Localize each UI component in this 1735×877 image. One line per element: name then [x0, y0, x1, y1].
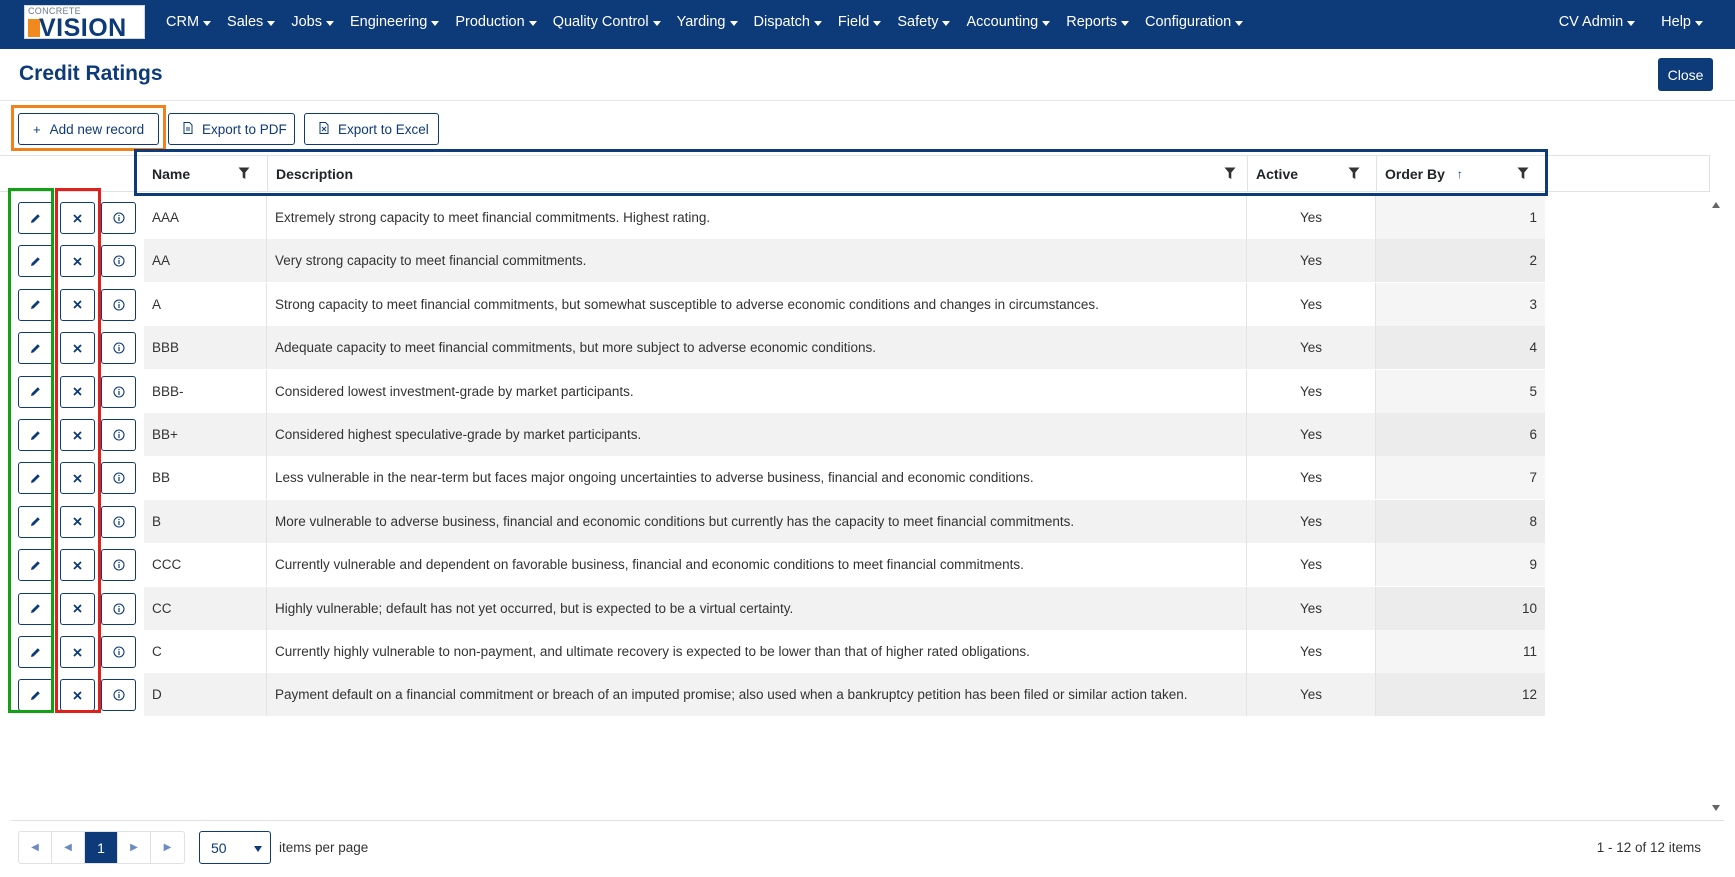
chevron-down-icon — [326, 21, 334, 26]
row-cells — [144, 587, 1545, 630]
row-cells — [144, 413, 1545, 456]
row-cells — [144, 500, 1545, 543]
grid-right-border — [1709, 155, 1710, 192]
description-cell: Adequate capacity to meet financial commitments, but more subject to adverse economic conditions. — [267, 326, 1247, 369]
close-icon — [73, 604, 82, 613]
info-row-button[interactable] — [101, 419, 136, 451]
info-icon — [113, 429, 125, 441]
excel-file-icon — [319, 122, 329, 137]
previous-page-button[interactable] — [52, 832, 85, 863]
close-icon — [73, 431, 82, 440]
info-icon — [113, 299, 125, 311]
description-cell: Considered highest speculative-grade by market participants. — [267, 413, 1247, 456]
pencil-icon — [30, 603, 41, 614]
nav-item-accounting[interactable] — [966, 14, 1050, 30]
chevron-down-icon — [942, 21, 950, 26]
close-icon — [73, 561, 82, 570]
name-cell: BBB- — [144, 370, 267, 413]
next-page-button[interactable] — [118, 832, 151, 863]
description-cell: More vulnerable to adverse business, financial and economic conditions but currently has the capacity to meet financial commitments. — [267, 500, 1247, 543]
info-icon — [113, 646, 125, 658]
nav-item-sales[interactable] — [227, 14, 275, 30]
chevron-down-icon — [431, 21, 439, 26]
description-cell: Payment default on a financial commitment or breach of an imputed promise; also used when a bankruptcy petition has been filed or similar action taken. — [267, 673, 1247, 716]
order-by-cell: 3 — [1376, 283, 1545, 326]
order-by-cell: 9 — [1376, 543, 1545, 586]
info-row-button[interactable] — [101, 679, 136, 711]
export-excel-label: Export to Excel — [338, 121, 429, 137]
delete-row-button[interactable] — [60, 289, 95, 321]
page-number-button[interactable]: 1 — [85, 832, 118, 863]
close-icon — [73, 214, 82, 223]
info-row-button[interactable] — [101, 462, 136, 494]
dropdown-arrow-icon — [254, 846, 262, 852]
nav-item-dispatch[interactable] — [754, 14, 822, 30]
chevron-down-icon — [730, 21, 738, 26]
description-cell: Less vulnerable in the near-term but faces major ongoing uncertainties to adverse business, financial and economic conditions. — [267, 456, 1247, 499]
user-menu-area — [1533, 0, 1703, 44]
row-cells — [144, 673, 1545, 716]
nav-item-label: Yarding — [676, 14, 726, 30]
delete-row-button[interactable] — [60, 636, 95, 668]
help-menu-label: Help — [1661, 14, 1691, 30]
help-menu[interactable] — [1661, 14, 1703, 30]
column-header-order-by-label: Order By — [1385, 165, 1445, 182]
filter-icon[interactable] — [1224, 167, 1236, 180]
first-page-icon: ◀​ — [31, 842, 39, 853]
info-icon — [113, 472, 125, 484]
next-page-icon: ▶ — [130, 842, 138, 853]
close-icon — [73, 691, 82, 700]
order-by-cell: 4 — [1376, 326, 1545, 369]
nav-item-label: Sales — [227, 14, 264, 30]
order-by-cell: 6 — [1376, 413, 1545, 456]
chevron-down-icon — [203, 21, 211, 26]
info-icon — [113, 689, 125, 701]
edit-row-button[interactable] — [18, 202, 53, 234]
edit-row-button[interactable] — [18, 462, 53, 494]
order-by-cell: 5 — [1376, 370, 1545, 413]
add-new-record-button[interactable] — [18, 113, 159, 145]
nav-item-engineering[interactable] — [350, 14, 439, 30]
pencil-icon — [30, 516, 41, 527]
edit-row-button[interactable] — [18, 289, 53, 321]
description-cell: Considered lowest investment-grade by market participants. — [267, 370, 1247, 413]
header-divider — [0, 100, 1735, 101]
close-icon — [73, 344, 82, 353]
filter-icon[interactable] — [1348, 167, 1360, 180]
table-row — [0, 543, 1545, 586]
info-row-button[interactable] — [101, 593, 136, 625]
name-cell: CCC — [144, 543, 267, 586]
nav-item-label: Reports — [1066, 14, 1117, 30]
chevron-down-icon — [653, 21, 661, 26]
chevron-down-icon — [1695, 21, 1703, 26]
sort-ascending-icon: ↑ — [1456, 166, 1463, 181]
active-cell: Yes — [1247, 370, 1376, 413]
name-cell: BB — [144, 456, 267, 499]
order-by-cell: 2 — [1376, 239, 1545, 282]
nav-item-label: CRM — [166, 14, 200, 30]
delete-row-button[interactable] — [60, 462, 95, 494]
name-cell: BB+ — [144, 413, 267, 456]
column-header-name[interactable] — [144, 156, 267, 191]
info-icon — [113, 516, 125, 528]
previous-page-icon: ◀ — [64, 842, 72, 853]
close-icon — [73, 387, 82, 396]
nav-item-configuration[interactable] — [1145, 14, 1243, 30]
chevron-down-icon — [529, 21, 537, 26]
delete-row-button[interactable] — [60, 332, 95, 364]
info-icon — [113, 212, 125, 224]
pager — [18, 831, 185, 864]
info-icon — [113, 386, 125, 398]
edit-row-button[interactable] — [18, 636, 53, 668]
export-pdf-label: Export to PDF — [202, 121, 287, 137]
nav-item-safety[interactable] — [897, 14, 950, 30]
active-cell: Yes — [1247, 283, 1376, 326]
name-cell: AAA — [144, 196, 267, 239]
delete-row-button[interactable] — [60, 549, 95, 581]
last-page-icon: ▶​ — [163, 842, 172, 853]
filter-icon[interactable] — [238, 167, 250, 180]
delete-row-button[interactable] — [60, 506, 95, 538]
close-icon — [73, 517, 82, 526]
chevron-down-icon — [1235, 21, 1243, 26]
pencil-icon — [30, 299, 41, 310]
scroll-down-arrow[interactable] — [1710, 803, 1722, 813]
delete-row-button[interactable] — [60, 202, 95, 234]
description-cell: Very strong capacity to meet financial commitments. — [267, 239, 1247, 282]
main-menu — [166, 0, 1259, 44]
add-new-record-label: Add new record — [49, 121, 145, 137]
pager-summary: 1 - 12 of 12 items — [1596, 840, 1701, 855]
column-header-order-by[interactable] — [1376, 156, 1545, 191]
nav-item-label: Safety — [897, 14, 939, 30]
nav-item-quality-control[interactable] — [553, 14, 661, 30]
edit-row-button[interactable] — [18, 549, 53, 581]
filter-icon[interactable] — [1517, 167, 1529, 180]
active-cell: Yes — [1247, 630, 1376, 673]
active-cell: Yes — [1247, 500, 1376, 543]
nav-item-label: Field — [837, 14, 870, 30]
active-cell: Yes — [1247, 587, 1376, 630]
chevron-down-icon — [1627, 21, 1635, 26]
user-menu-label: CV Admin — [1558, 14, 1624, 30]
items-per-page-label: items per page — [279, 840, 369, 855]
chevron-down-icon — [1121, 21, 1129, 26]
edit-row-button[interactable] — [18, 332, 53, 364]
row-cells — [144, 543, 1545, 586]
column-header-name-label: Name — [152, 165, 191, 182]
info-row-button[interactable] — [101, 506, 136, 538]
nav-item-field[interactable] — [838, 14, 881, 30]
order-by-cell: 10 — [1376, 587, 1545, 630]
first-page-button[interactable] — [19, 832, 52, 863]
table-row — [0, 326, 1545, 369]
logo-top-text: CONCRETE — [28, 6, 81, 16]
edit-row-button[interactable] — [18, 245, 53, 277]
order-by-cell: 11 — [1376, 630, 1545, 673]
description-cell: Highly vulnerable; default has not yet occurred, but is expected to be a virtual certainty. — [267, 587, 1247, 630]
export-pdf-button[interactable] — [168, 113, 295, 145]
name-cell: C — [144, 630, 267, 673]
pencil-icon — [30, 690, 41, 701]
row-cells — [144, 326, 1545, 369]
column-header-description[interactable] — [267, 156, 1247, 191]
export-excel-button[interactable] — [304, 113, 439, 145]
name-cell: B — [144, 500, 267, 543]
nav-item-production[interactable] — [455, 14, 536, 30]
chevron-down-icon — [873, 21, 881, 26]
nav-item-label: Accounting — [966, 14, 1039, 30]
edit-row-button[interactable] — [18, 679, 53, 711]
user-menu[interactable] — [1559, 14, 1635, 30]
nav-item-label: Configuration — [1145, 14, 1232, 30]
table-row — [0, 239, 1545, 282]
info-row-button[interactable] — [101, 636, 136, 668]
table-row — [0, 630, 1545, 673]
column-header-description-label: Description — [276, 165, 354, 182]
table-row — [0, 587, 1545, 630]
row-cells — [144, 456, 1545, 499]
name-cell: A — [144, 283, 267, 326]
table-row — [0, 413, 1545, 456]
table-row — [0, 196, 1545, 239]
nav-item-yarding[interactable] — [677, 14, 738, 30]
nav-item-label: Jobs — [291, 14, 322, 30]
active-cell: Yes — [1247, 413, 1376, 456]
nav-item-label: Quality Control — [552, 14, 649, 30]
nav-item-jobs[interactable] — [291, 14, 334, 30]
name-cell: D — [144, 673, 267, 716]
pencil-icon — [30, 647, 41, 658]
close-icon — [73, 474, 82, 483]
description-cell: Extremely strong capacity to meet financial commitments. Highest rating. — [267, 196, 1247, 239]
pencil-icon — [30, 430, 41, 441]
info-row-button[interactable] — [101, 245, 136, 277]
info-row-button[interactable] — [101, 376, 136, 408]
table-row — [0, 456, 1545, 499]
page-size-value: 50 — [211, 839, 227, 856]
description-cell: Currently vulnerable and dependent on favorable business, financial and economic conditions to meet financial commitments. — [267, 543, 1247, 586]
order-by-cell: 1 — [1376, 196, 1545, 239]
column-header-active[interactable] — [1247, 156, 1376, 191]
active-cell: Yes — [1247, 673, 1376, 716]
order-by-cell: 8 — [1376, 500, 1545, 543]
active-cell: Yes — [1247, 543, 1376, 586]
table-row — [0, 673, 1545, 716]
nav-item-label: Production — [455, 14, 525, 30]
table-row — [0, 370, 1545, 413]
row-cells — [144, 370, 1545, 413]
row-cells — [144, 239, 1545, 282]
top-navbar — [0, 0, 1735, 49]
nav-item-reports[interactable] — [1066, 14, 1129, 30]
active-cell: Yes — [1247, 456, 1376, 499]
row-cells — [144, 283, 1545, 326]
active-cell: Yes — [1247, 326, 1376, 369]
chevron-down-icon — [814, 21, 822, 26]
chevron-down-icon — [1042, 21, 1050, 26]
pager-border — [11, 820, 1724, 821]
grid-header-border — [0, 191, 1710, 192]
info-row-button[interactable] — [101, 202, 136, 234]
close-icon — [73, 648, 82, 657]
name-cell: CC — [144, 587, 267, 630]
plus-icon: + — [33, 121, 41, 137]
row-cells — [144, 196, 1545, 239]
info-row-button[interactable] — [101, 332, 136, 364]
close-button[interactable]: Close — [1658, 58, 1713, 91]
page-title: Credit Ratings — [19, 62, 163, 85]
close-icon — [73, 257, 82, 266]
table-row — [0, 283, 1545, 326]
close-icon — [73, 300, 82, 309]
row-cells — [144, 630, 1545, 673]
order-by-cell: 12 — [1376, 673, 1545, 716]
name-cell: BBB — [144, 326, 267, 369]
edit-row-button[interactable] — [18, 593, 53, 625]
delete-row-button[interactable] — [60, 419, 95, 451]
info-row-button[interactable] — [101, 549, 136, 581]
info-icon — [113, 255, 125, 267]
scroll-up-arrow[interactable] — [1710, 200, 1722, 210]
last-page-button[interactable] — [151, 832, 184, 863]
info-icon — [113, 603, 125, 615]
name-cell: AA — [144, 239, 267, 282]
column-header-active-label: Active — [1256, 165, 1299, 182]
description-cell: Strong capacity to meet financial commitments, but somewhat susceptible to adverse economic conditions and changes in circumstances. — [267, 283, 1247, 326]
pencil-icon — [30, 473, 41, 484]
edit-row-button[interactable] — [18, 376, 53, 408]
concrete-vision-logo[interactable] — [24, 5, 145, 39]
pencil-icon — [30, 386, 41, 397]
nav-item-label: Dispatch — [753, 14, 810, 30]
delete-row-button[interactable] — [60, 593, 95, 625]
grid-header — [144, 156, 1545, 191]
pencil-icon — [30, 343, 41, 354]
pdf-file-icon — [183, 122, 193, 137]
info-row-button[interactable] — [101, 289, 136, 321]
info-icon — [113, 342, 125, 354]
active-cell: Yes — [1247, 196, 1376, 239]
table-row — [0, 500, 1545, 543]
delete-row-button[interactable] — [60, 245, 95, 277]
active-cell: Yes — [1247, 239, 1376, 282]
delete-row-button[interactable] — [60, 376, 95, 408]
info-icon — [113, 559, 125, 571]
nav-item-label: Engineering — [349, 14, 428, 30]
pencil-icon — [30, 256, 41, 267]
nav-item-crm[interactable] — [166, 14, 211, 30]
page-size-select[interactable] — [199, 831, 271, 864]
description-cell: Currently highly vulnerable to non-payment, and ultimate recovery is expected to be lower than that of higher rated obligations. — [267, 630, 1247, 673]
pencil-icon — [30, 213, 41, 224]
edit-row-button[interactable] — [18, 419, 53, 451]
logo-main-text: VISION — [39, 14, 127, 39]
edit-row-button[interactable] — [18, 506, 53, 538]
order-by-cell: 7 — [1376, 456, 1545, 499]
pencil-icon — [30, 560, 41, 571]
chevron-down-icon — [267, 21, 275, 26]
delete-row-button[interactable] — [60, 679, 95, 711]
